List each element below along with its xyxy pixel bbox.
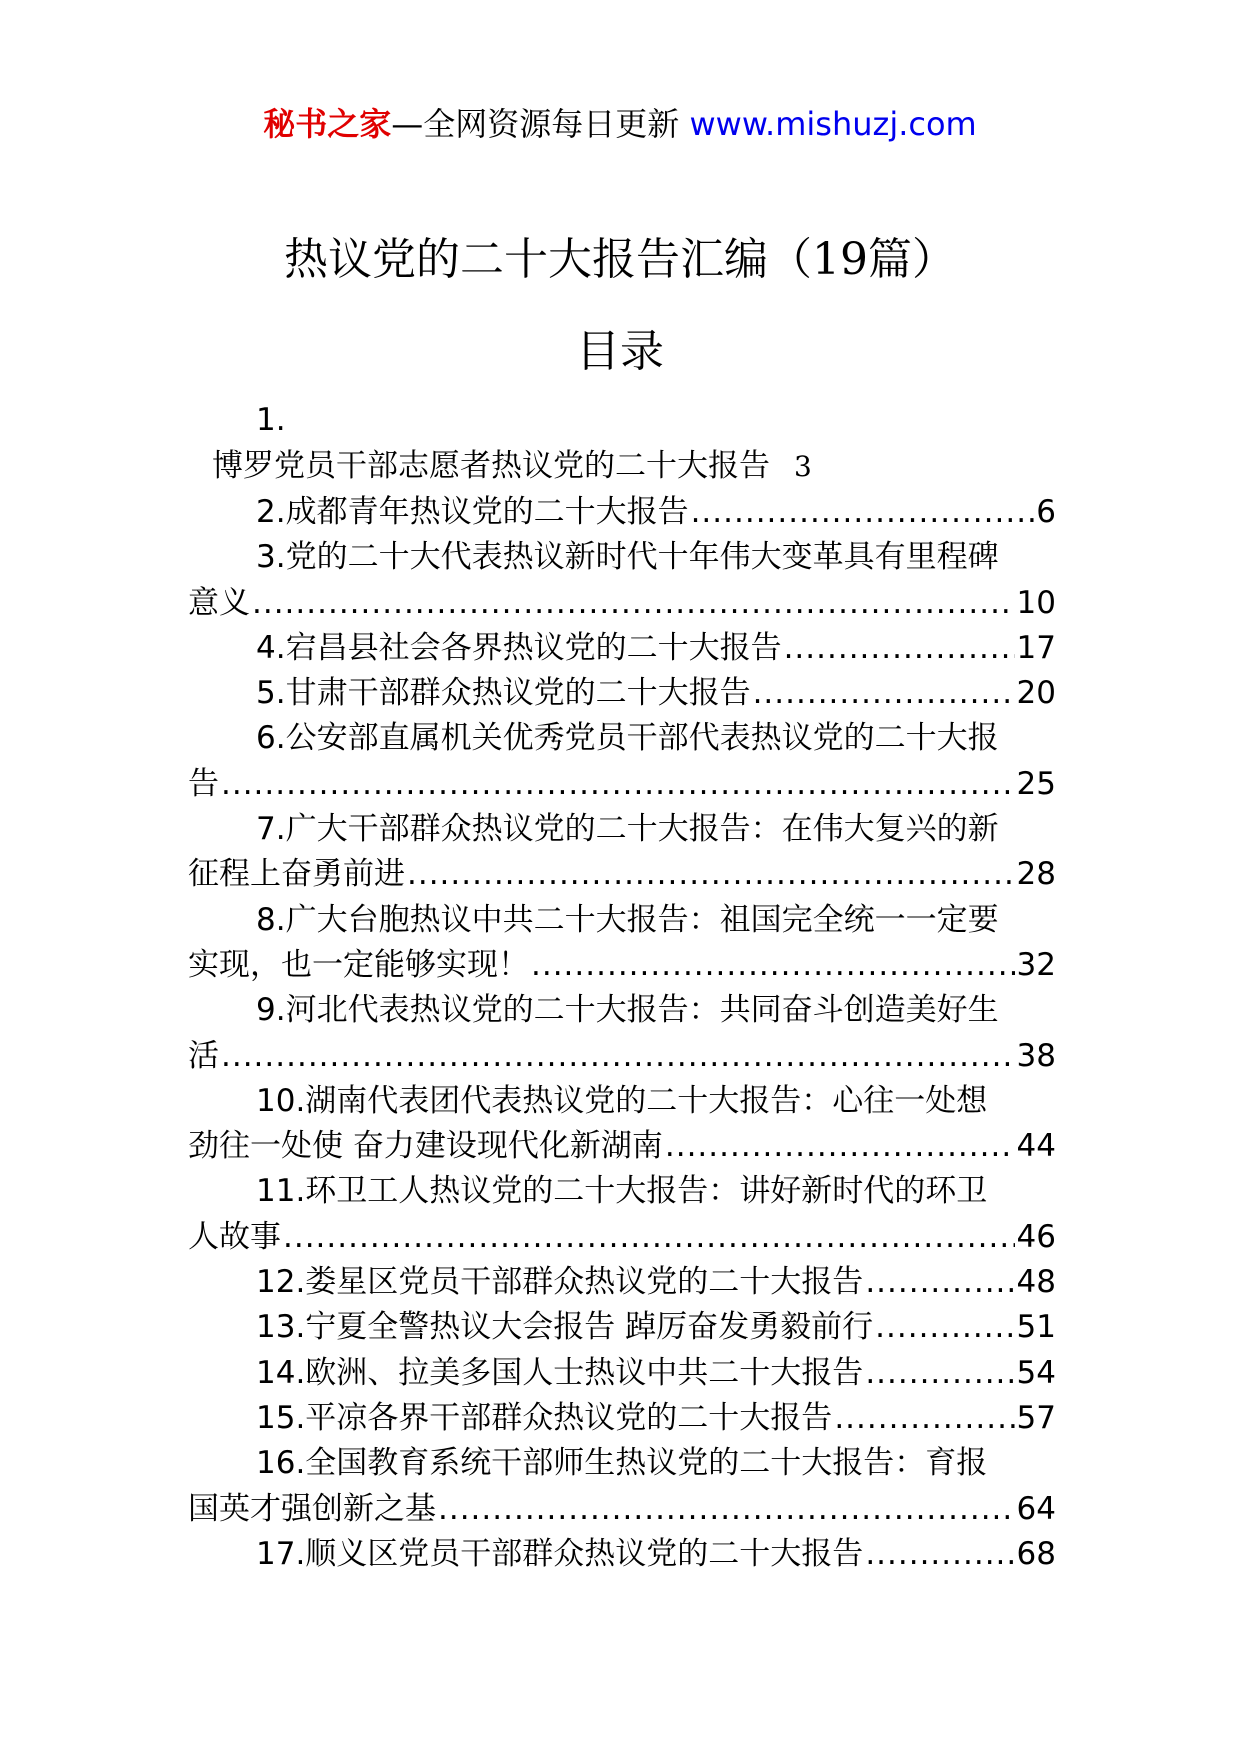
toc-entry[interactable] (188, 1532, 1056, 1577)
toc-entry-line (188, 852, 1056, 897)
site-url-link[interactable]: www.mishuzj.com (689, 105, 977, 143)
title-tail: 篇） (868, 234, 956, 285)
toc-entry[interactable] (188, 1305, 1056, 1350)
toc-entry-line (188, 1305, 1056, 1350)
toc-entry-page: 25 (1016, 765, 1056, 802)
toc-leader-dots (875, 1305, 1014, 1350)
title-main: 热议党的二十大报告汇编（ (284, 234, 812, 285)
toc-entry[interactable] (188, 626, 1056, 671)
toc-entry-page: 44 (1016, 1128, 1056, 1165)
toc-entry-page: 64 (1016, 1490, 1056, 1527)
toc-entry-title: 劲往一处使 奋力建设现代化新湖南 (188, 1128, 663, 1165)
toc-leader-dots (691, 490, 1035, 535)
toc-entry[interactable] (188, 490, 1056, 535)
toc-entry-title-line: 9.河北代表热议党的二十大报告：共同奋斗创造美好生 (256, 992, 999, 1029)
toc-entry-line (188, 626, 1056, 671)
toc-entry-1-title: 博罗党员干部志愿者热议党的二十大报告 (212, 448, 770, 484)
toc-entry[interactable] (188, 898, 1056, 989)
toc-entry-line (188, 1487, 1056, 1532)
toc-entry-page: 38 (1016, 1037, 1056, 1074)
toc-entry-1-page: 3 (794, 450, 812, 483)
toc-entry-page: 46 (1016, 1218, 1056, 1255)
toc-entry-title-line: 16.全国教育系统干部师生热议党的二十大报告：育报 (256, 1445, 988, 1482)
toc-heading: 目录 (576, 326, 664, 377)
toc-entry-title-line: 11.环卫工人热议党的二十大报告：讲好新时代的环卫 (256, 1173, 988, 1210)
toc-entry-title: 意义 (188, 584, 250, 621)
toc-entry-line (188, 671, 1056, 716)
toc-entry-page: 6 (1036, 494, 1056, 530)
toc-entry[interactable] (188, 716, 1056, 807)
toc-leader-dots (865, 1351, 1014, 1396)
toc-entry-page: 54 (1016, 1354, 1056, 1391)
toc-leader-dots (283, 1215, 1015, 1260)
toc-entry-line (188, 1396, 1056, 1441)
toc-leader-dots (438, 1487, 1015, 1532)
toc-leader-dots (865, 1260, 1014, 1305)
toc-entry[interactable] (188, 807, 1056, 898)
site-slogan: —全网资源每日更新 (391, 105, 680, 143)
toc-entry-title: 国英才强创新之基 (188, 1490, 436, 1527)
toc-entry-page: 32 (1016, 946, 1056, 983)
toc-entry-title: 告 (188, 765, 219, 802)
toc-entry-page: 20 (1016, 675, 1056, 712)
document-title (0, 232, 1240, 288)
toc-entry-title-line: 8.广大台胞热议中共二十大报告：祖国完全统一一定要 (256, 901, 999, 938)
toc-entry-line (188, 1260, 1056, 1305)
toc-leader-dots (221, 762, 1015, 807)
toc-entry-title: 人故事 (188, 1218, 281, 1255)
toc-entry-1[interactable] (212, 446, 812, 487)
toc-leader-dots (407, 852, 1015, 897)
toc-leader-dots (834, 1396, 1014, 1441)
toc-entry-line (188, 1215, 1056, 1260)
toc-entry[interactable] (188, 1169, 1056, 1260)
toc-entry-title: 5.甘肃干部群众热议党的二十大报告 (256, 675, 751, 712)
toc-entry-title: 2.成都青年热议党的二十大报告 (256, 494, 689, 530)
toc-entry-page: 51 (1016, 1309, 1056, 1346)
toc-leader-dots (665, 1124, 1015, 1169)
toc-entry[interactable] (188, 1079, 1056, 1170)
toc-entry-line (188, 1351, 1056, 1396)
toc-entry[interactable] (188, 988, 1056, 1079)
toc-entry[interactable] (188, 1260, 1056, 1305)
toc-entry-line (188, 490, 1056, 535)
toc-entry-title-line: 10.湖南代表团代表热议党的二十大报告：心往一处想 (256, 1082, 988, 1119)
toc-entry-page: 48 (1016, 1264, 1056, 1301)
toc-entry-title: 4.宕昌县社会各界热议党的二十大报告 (256, 629, 782, 666)
toc-entry-line (188, 1124, 1056, 1169)
toc-entry-title: 15.平凉各界干部群众热议党的二十大报告 (256, 1399, 833, 1436)
site-brand: 秘书之家 (263, 105, 392, 143)
toc-entry-1-number: 1. (256, 402, 286, 438)
toc-entries (188, 490, 1056, 1577)
toc-entry-title: 实现，也一定能够实现！ (188, 946, 529, 983)
toc-entry-line (188, 581, 1056, 626)
toc-entry[interactable] (188, 1441, 1056, 1532)
toc-leader-dots (221, 1034, 1015, 1079)
toc-entry-line (188, 1532, 1056, 1577)
toc-entry-line (188, 762, 1056, 807)
toc-entry-title: 活 (188, 1037, 219, 1074)
toc-entry-page: 68 (1016, 1535, 1056, 1572)
toc-entry-title: 13.宁夏全警热议大会报告 踔厉奋发勇毅前行 (256, 1309, 874, 1346)
toc-entry-title-line: 7.广大干部群众热议党的二十大报告：在伟大复兴的新 (256, 811, 999, 848)
toc-entry-page: 10 (1016, 584, 1056, 621)
toc-entry-title: 17.顺义区党员干部群众热议党的二十大报告 (256, 1535, 864, 1572)
toc-entry[interactable] (188, 535, 1056, 626)
toc-entry-title: 14.欧洲、拉美多国人士热议中共二十大报告 (256, 1354, 864, 1391)
toc-entry-title: 12.娄星区党员干部群众热议党的二十大报告 (256, 1264, 864, 1301)
toc-entry-page: 28 (1016, 856, 1056, 893)
toc-entry-title: 征程上奋勇前进 (188, 856, 405, 893)
toc-entry-page: 57 (1016, 1399, 1056, 1436)
toc-leader-dots (865, 1532, 1014, 1577)
toc-leader-dots (531, 943, 1015, 988)
toc-entry[interactable] (188, 671, 1056, 716)
toc-entry-title-line: 6.公安部直属机关优秀党员干部代表热议党的二十大报 (256, 720, 999, 757)
toc-entry[interactable] (188, 1396, 1056, 1441)
toc-leader-dots (252, 581, 1015, 626)
toc-entry-title-line: 3.党的二十大代表热议新时代十年伟大变革具有里程碑 (256, 539, 999, 576)
site-header (0, 104, 1240, 144)
toc-entry[interactable] (188, 1351, 1056, 1396)
title-count: 19 (812, 234, 868, 285)
toc-leader-dots (784, 626, 1015, 671)
toc-entry-page: 17 (1016, 629, 1056, 666)
toc-leader-dots (753, 671, 1015, 716)
toc-entry-line (188, 1034, 1056, 1079)
toc-entry-line (188, 943, 1056, 988)
